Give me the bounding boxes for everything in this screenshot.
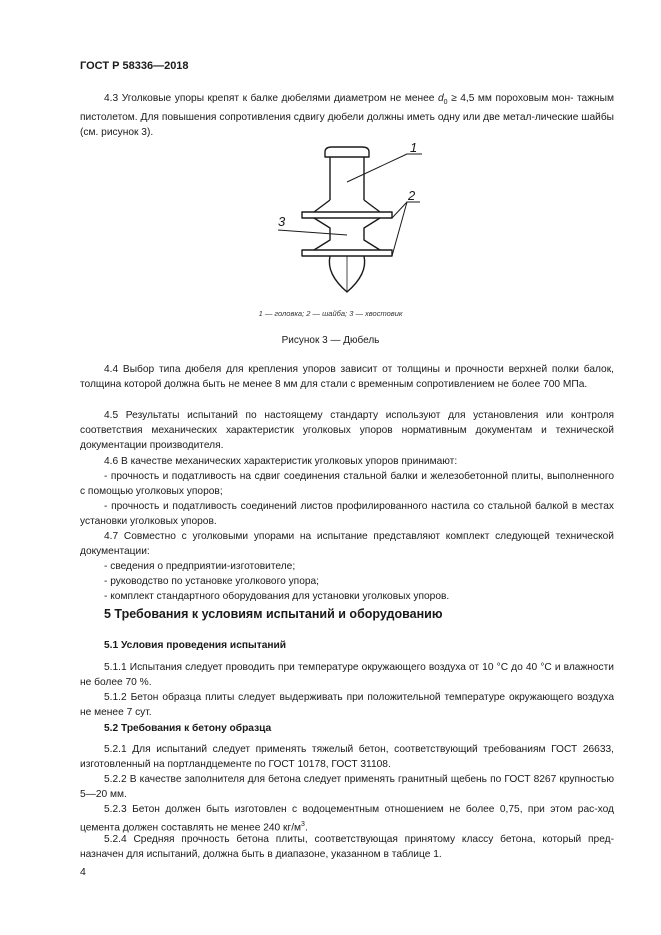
paragraph-4-4: 4.4 Выбор типа дюбеля для крепления упоров зависит от толщины и прочности верхней полки балок, толщина которой должна быть не менее 8 мм для стали с временным сопротивлением не более 700 МПа. (80, 364, 614, 391)
paragraph-5-1-2: 5.1.2 Бетон образца плиты следует выдерживать при положительной температуре окружающего воздуха не менее 7 сут. (80, 692, 614, 719)
leader-2b (392, 202, 420, 256)
paragraph-4-6: 4.6 В качестве механических характеристик уголковых упоров принимают: (104, 456, 458, 467)
p523-superscript: 3 (301, 821, 305, 829)
list-item: - сведения о предприятии-изготовителе; (104, 561, 296, 572)
p523-text: 5.2.3 Бетон должен быть изготовлен с водоцементным отношением не более 0,75, при этом рас-ход цемента должен составлять не менее 240 кг/м (80, 804, 614, 834)
subsection-5-1-title: 5.1 Условия проведения испытаний (104, 640, 287, 651)
p43-text-start: 4.3 Уголковые упоры крепят к балке дюбелями диаметром не менее (104, 93, 438, 104)
document-header: ГОСТ Р 58336—2018 (80, 60, 189, 72)
leader-3 (278, 230, 347, 235)
list-item: - комплект стандартного оборудования для установки уголковых упоров. (104, 591, 450, 602)
figure-label-1: 1 (410, 140, 418, 155)
paragraph-4-3 (80, 91, 614, 141)
paragraph-5-2-3 (80, 802, 614, 836)
dowel-upper-washer (302, 212, 392, 218)
list-item: - руководство по установке уголкового упора; (104, 576, 320, 587)
list-item: - прочность и податливость на сдвиг соединения стальной балки и железобетонной плиты, выполненного с помощью уголковых упоров; (80, 471, 614, 498)
p43-text-mid: ≥ 4,5 мм пороховым мон- (447, 93, 574, 104)
dowel-shank-lower (314, 218, 380, 250)
p43-subscript: 0 (443, 99, 448, 107)
figure-label-2: 2 (408, 188, 416, 203)
leader-1 (347, 154, 422, 182)
paragraph-4-7: 4.7 Совместно с уголковыми упорами на испытание представляют комплект следующей технической документации: (80, 531, 614, 558)
page-number: 4 (80, 866, 86, 878)
dowel-figure (250, 140, 430, 300)
dowel-upper-collar (314, 200, 380, 212)
list-item: - прочность и податливость соединений листов профилированного настила со стальной балкой в местах установки уголковых упоров. (80, 501, 614, 528)
figure-legend: 1 — головка; 2 — шайба; 3 — хвостовик (258, 309, 403, 318)
paragraph-5-2-1: 5.2.1 Для испытаний следует применять тяжелый бетон, соответствующий требованиям ГОСТ 26633, изготовленный на портландцементе по ГОСТ 10178, ГОСТ 31108. (80, 744, 614, 771)
figure-label-3: 3 (278, 214, 286, 229)
paragraph-4-5: 4.5 Результаты испытаний по настоящему стандарту используют для установления или контроля соответствия механических характеристик уголковых упоров нормативным документам и технической документации производителя. (80, 410, 614, 452)
figure-caption: Рисунок 3 — Дюбель (281, 335, 380, 346)
p523-end: . (304, 822, 308, 834)
dowel-shank-upper (330, 157, 364, 200)
paragraph-5-2-2: 5.2.2 В качестве заполнителя для бетона следует применять гранитный щебень по ГОСТ 8267 крупностью 5—20 мм. (80, 774, 614, 801)
subsection-5-2-title: 5.2 Требования к бетону образца (104, 723, 272, 734)
dowel-lower-washer (302, 250, 392, 256)
paragraph-5-2-4: 5.2.4 Средняя прочность бетона плиты, соответствующая принятому классу бетона, который пред-назначен для испытаний, должна быть в диапазоне, указанном в таблице 1. (80, 834, 614, 861)
p43-variable: d (438, 93, 444, 104)
paragraph-5-1-1: 5.1.1 Испытания следует проводить при температуре окружающего воздуха от 10 °С до 40 °С и влажности не более 70 %. (80, 662, 614, 689)
section-5-title: 5 Требования к условиям испытаний и оборудованию (104, 607, 443, 621)
p43-text-rest: тажным пистолетом. Для повышения сопротивления сдвигу дюбели должны иметь одну или две метал-лические шайбы (см. рисунок 3). (80, 93, 614, 139)
dowel-head (325, 147, 369, 157)
